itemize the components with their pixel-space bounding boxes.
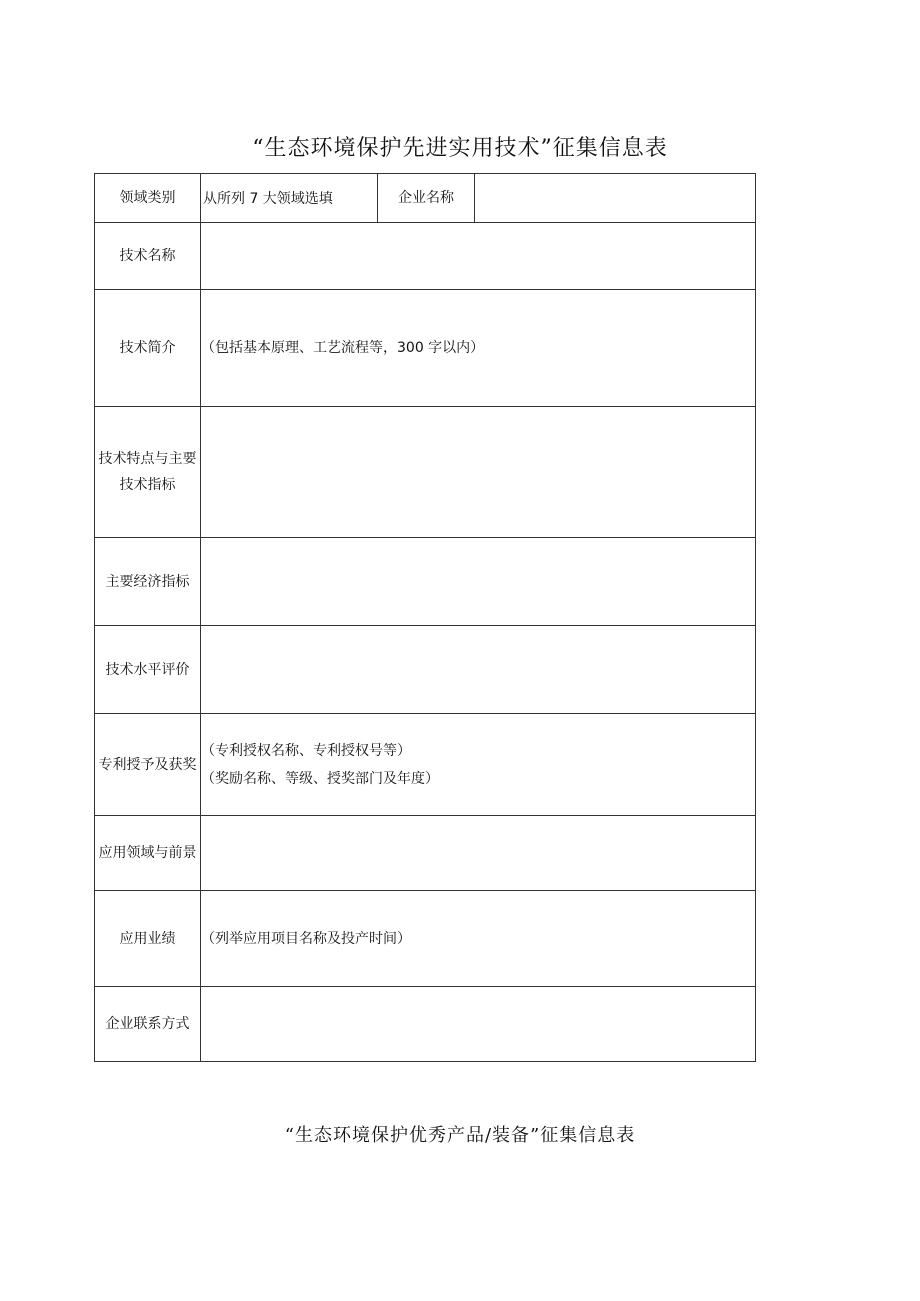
company-contact-input[interactable]	[201, 987, 756, 1062]
tech-intro-hint: （包括基本原理、工艺流程等，300 字以内）	[201, 340, 485, 356]
tech-intro-input[interactable]	[201, 290, 756, 407]
tech-name-input[interactable]	[201, 223, 756, 290]
economic-indicators-label: 主要经济指标	[95, 538, 201, 626]
section-title: “生态环境保护优秀产品/装备”征集信息表	[284, 1125, 636, 1146]
field-category-label: 领域类别	[95, 174, 201, 223]
company-name-input[interactable]	[475, 174, 756, 223]
table-row	[95, 538, 756, 626]
table-row	[95, 290, 756, 407]
patents-awards-label: 专利授予及获奖	[95, 714, 201, 816]
company-name-label: 企业名称	[378, 174, 475, 223]
application-record-input[interactable]	[201, 891, 756, 987]
company-contact-label: 企业联系方式	[95, 987, 201, 1062]
table-row	[95, 626, 756, 714]
tech-level-label: 技术水平评价	[95, 626, 201, 714]
field-category-input[interactable]: 从所列 7 大领域选填	[201, 174, 378, 223]
table-row	[95, 223, 756, 290]
awards-hint: （奖励名称、等级、授奖部门及年度）	[201, 770, 439, 787]
application-field-label: 应用领域与前景	[95, 816, 201, 891]
table-row	[95, 714, 756, 816]
patents-awards-input[interactable]	[201, 714, 756, 816]
table-row	[95, 816, 756, 891]
economic-indicators-input[interactable]	[201, 538, 756, 626]
patents-hint: （专利授权名称、专利授权号等）	[201, 742, 411, 759]
table-row	[95, 407, 756, 538]
table-row	[95, 891, 756, 987]
info-form-table	[94, 173, 756, 1062]
page-title: “生态环境保护先进实用技术”征集信息表	[252, 136, 668, 161]
tech-level-input[interactable]	[201, 626, 756, 714]
application-record-hint: （列举应用项目名称及投产时间）	[201, 930, 411, 947]
application-field-input[interactable]	[201, 816, 756, 891]
tech-name-label: 技术名称	[95, 223, 201, 290]
tech-intro-label: 技术简介	[95, 290, 201, 407]
table-row	[95, 987, 756, 1062]
tech-features-label: 技术特点与主要技术指标	[95, 407, 201, 538]
application-record-label: 应用业绩	[95, 891, 201, 987]
tech-features-input[interactable]	[201, 407, 756, 538]
table-row	[95, 174, 756, 223]
